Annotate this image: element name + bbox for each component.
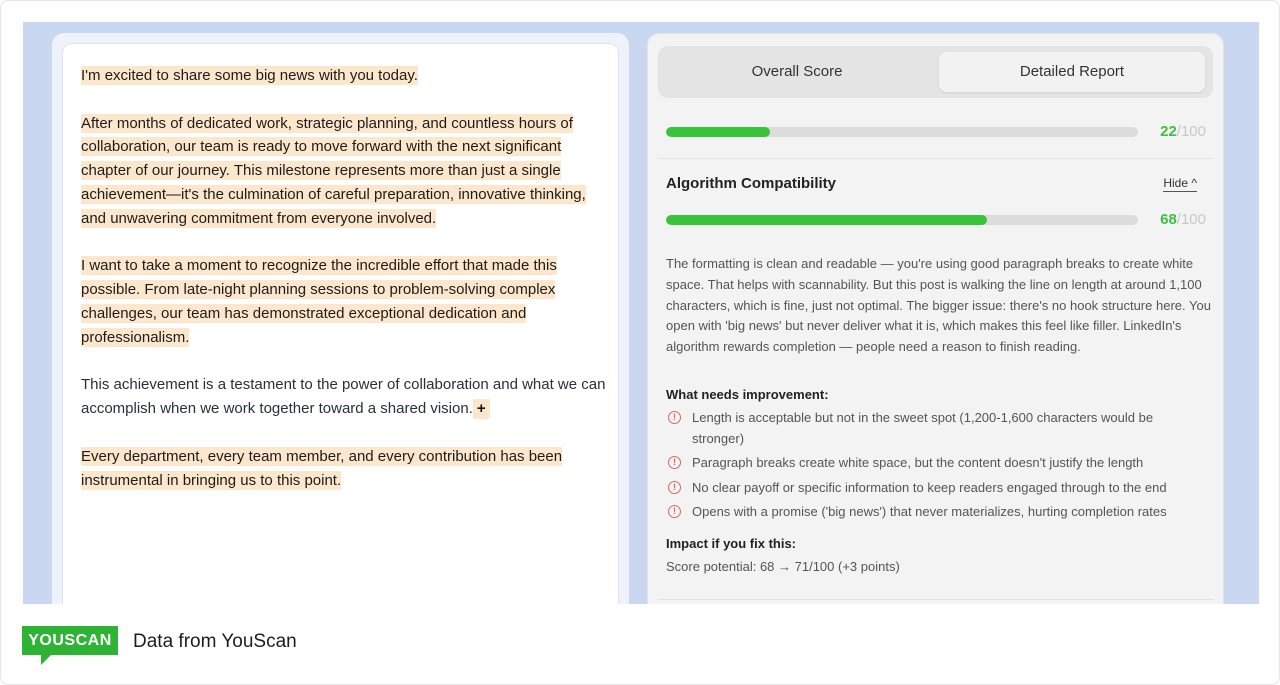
alert-circle-icon: ! <box>668 505 681 518</box>
section-score-fill <box>666 215 987 225</box>
tab-detailed-report[interactable]: Detailed Report <box>939 52 1205 92</box>
overall-score-fill <box>666 127 770 137</box>
post-paragraph-4 <box>81 373 606 421</box>
list-item: ! Paragraph breaks create white space, but the content doesn't justify the length <box>668 452 1208 473</box>
overall-score-row <box>666 122 1206 142</box>
alert-circle-icon: ! <box>668 456 681 469</box>
highlighted-text: I want to take a moment to recognize the incredible effort that made this possible. From late-night planning sessions to problem-solving complex challenges, our team has demonstrated exceptional dedication and professionalism. <box>81 257 557 346</box>
overall-score-track <box>666 127 1138 137</box>
section-score-row <box>666 210 1206 230</box>
section-description: The formatting is clean and readable — you're using good paragraph breaks to create white space. That helps with scannability. But this post is walking the line on length at around 1,100 characters, which is fine, just not optimal. The bigger issue: there's no hook structure here. You open with 'big news' but never deliver what it is, which makes this feel like filler. LinkedIn's algorithm rewards completion — people need a reason to finish reading. <box>666 256 1211 355</box>
improvement-heading: What needs improvement: <box>666 387 829 402</box>
hide-toggle[interactable]: Hide ^ <box>1163 176 1197 190</box>
highlighted-text: After months of dedicated work, strategic planning, and countless hours of collaboration, our team is ready to move forward with the next significant chapter of our journey. This milestone represents more than just a single achievement—it's the culmination of careful preparation, innovative thinking, and unwavering commitment from everyone involved. <box>81 114 586 227</box>
post-editor-panel <box>52 33 629 604</box>
report-panel <box>647 33 1224 604</box>
report-tabs <box>658 46 1213 98</box>
list-item: ! Opens with a promise ('big news') that never materializes, hurting completion rates <box>668 501 1208 522</box>
app-canvas <box>23 22 1259 604</box>
issue-list <box>668 407 1208 526</box>
section-title: Algorithm Compatibility <box>666 175 836 192</box>
post-editor[interactable] <box>62 43 619 604</box>
divider <box>658 158 1213 159</box>
add-highlight-button[interactable]: + <box>473 399 490 419</box>
highlighted-text: I'm excited to share some big news with you today. <box>81 67 418 84</box>
post-paragraph-1 <box>81 64 606 88</box>
youscan-logo: YOUSCAN <box>22 626 118 655</box>
post-paragraph-2 <box>81 112 606 231</box>
alert-circle-icon: ! <box>668 481 681 494</box>
post-paragraph-3 <box>81 254 606 349</box>
tab-overall-score[interactable]: Overall Score <box>751 63 843 80</box>
plain-text: This achievement is a testament to the power of collaboration and what we can accomplish when we work together toward a shared vision. <box>81 376 606 418</box>
divider <box>658 599 1213 600</box>
list-item: ! No clear payoff or specific information to keep readers engaged through to the end <box>668 477 1208 498</box>
section-score-track <box>666 215 1138 225</box>
overall-score-value: 22/100 <box>1160 123 1206 140</box>
logo-tail <box>41 655 51 665</box>
section-score-value: 68/100 <box>1160 211 1206 228</box>
alert-circle-icon: ! <box>668 411 681 424</box>
impact-heading: Impact if you fix this: <box>666 536 797 551</box>
score-potential: Score potential: 68 → 71/100 (+3 points) <box>666 559 900 574</box>
post-paragraph-5 <box>81 445 606 493</box>
footer-caption: Data from YouScan <box>133 631 297 652</box>
highlighted-text: Every department, every team member, and every contribution has been instrumental in bringing us to this point. <box>81 447 563 489</box>
list-item: ! Length is acceptable but not in the sweet spot (1,200-1,600 characters would be stronger) <box>668 407 1208 449</box>
